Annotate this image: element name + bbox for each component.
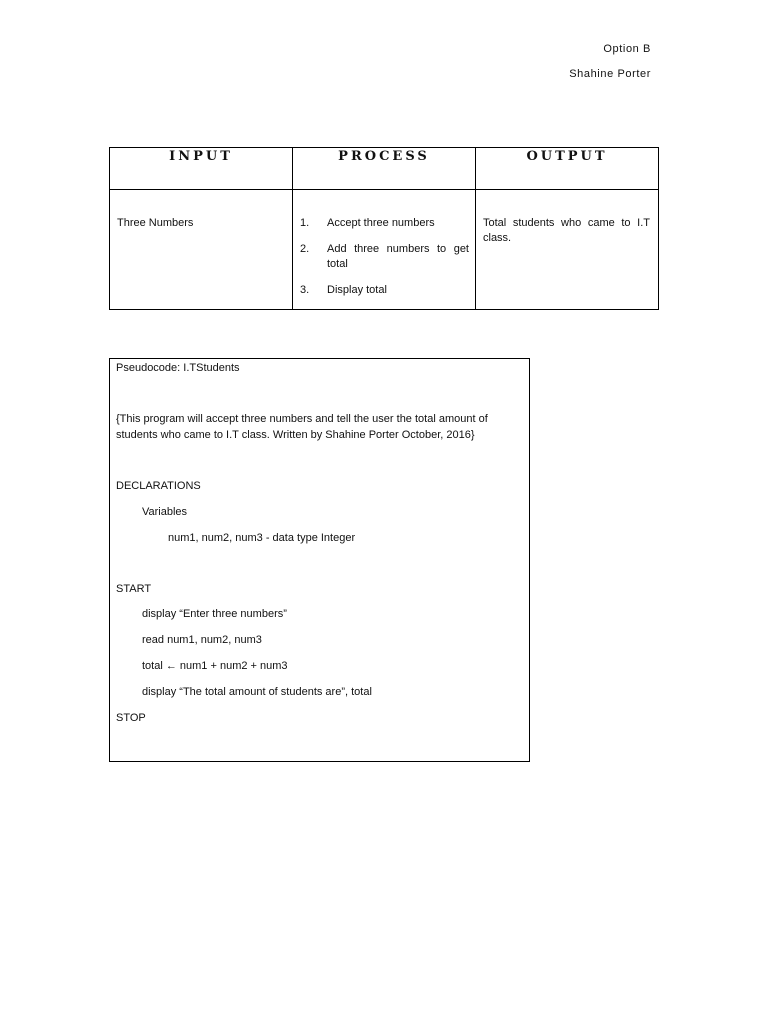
process-item-text: Accept three numbers — [327, 217, 435, 229]
output-text: Total students who came to I.T class. — [483, 217, 650, 244]
author-name: Shahine Porter — [569, 68, 651, 80]
ipo-header-output: OUTPUT — [476, 148, 659, 190]
process-item-text: Display total — [327, 284, 387, 296]
read-line: read num1, num2, num3 — [142, 634, 262, 646]
pseudocode-comment: {This program will accept three numbers and tell the user the total amount of students who came to I.T class. Written by Shahine Porter October, 2016} — [116, 413, 488, 441]
input-text: Three Numbers — [117, 217, 194, 229]
ipo-input-cell — [110, 190, 293, 310]
process-item — [300, 242, 469, 272]
variable-declaration: num1, num2, num3 - data type Integer — [168, 532, 356, 544]
ipo-table — [109, 147, 659, 310]
process-item — [300, 216, 469, 231]
ipo-output-cell — [476, 190, 659, 310]
pseudocode-box — [109, 358, 530, 762]
process-item-text: Add three numbers to get total — [327, 243, 469, 270]
ipo-body-row — [110, 190, 659, 310]
declarations-keyword: DECLARATIONS — [116, 480, 201, 492]
variables-label: Variables — [142, 506, 188, 518]
process-item — [300, 283, 469, 298]
ipo-header-process: PROCESS — [293, 148, 476, 190]
process-list — [300, 216, 469, 298]
ipo-header-input: INPUT — [110, 148, 293, 190]
ipo-process-cell — [293, 190, 476, 310]
start-keyword: START — [116, 583, 152, 595]
process-item-number: 3. — [300, 284, 310, 296]
stop-keyword: STOP — [116, 712, 146, 724]
process-item-number: 2. — [300, 243, 310, 255]
display-prompt-line: display “Enter three numbers” — [142, 608, 287, 620]
option-label: Option B — [603, 43, 651, 55]
process-item-number: 1. — [300, 217, 310, 229]
display-total-line: display “The total amount of students are”, total — [142, 686, 372, 698]
pseudocode-title: Pseudocode: I.TStudents — [116, 362, 240, 374]
ipo-header-row — [110, 148, 659, 190]
total-assignment-line: total ← num1 + num2 + num3 — [142, 660, 288, 672]
